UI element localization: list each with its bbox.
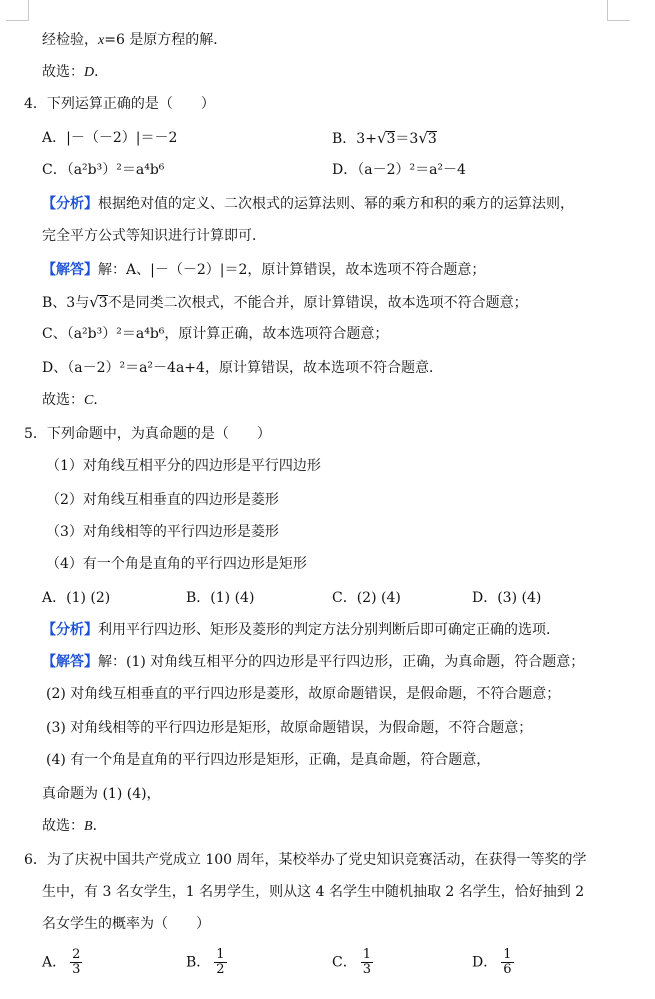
- q5-solution-2: (2) 对角线互相垂直的平行四边形是菱形，故原命题错误，是假命题，不符合题意；: [46, 686, 561, 702]
- page-corner-mark-left: [6, 0, 29, 21]
- q6-option-d: D． $\frac{1}{6}$: [472, 947, 512, 977]
- q5-solution: 【解答】解：(1) 对角线互相平分的四边形是平行四边形，正确，为真命题，符合题意；: [42, 654, 585, 670]
- q4-option-c: C．（a²b³）²＝a⁴b⁶: [42, 162, 165, 178]
- q6-option-b: B． $\frac{1}{2}$: [186, 947, 225, 977]
- answer-line-q3: 故选：D．: [42, 64, 109, 80]
- answer-line-q4: 故选：C．: [42, 392, 108, 408]
- answer-line-q5: 故选：B．: [42, 818, 107, 834]
- q4-analysis-cont: 完全平方公式等知识进行计算即可．: [42, 228, 266, 244]
- q5-solution-3: (3) 对角线相等的平行四边形是矩形，故原命题错误，为假命题，不符合题意；: [46, 720, 533, 736]
- q6-option-c: C． $\frac{1}{3}$: [332, 947, 371, 977]
- q4-option-a: A．|－（－2）|＝－2: [42, 130, 178, 146]
- q6-option-a: A． $\frac{2}{3}$: [42, 947, 81, 977]
- q4-analysis: 【分析】根据绝对值的定义、二次根式的运算法则、幂的乘方和积的乘方的运算法则，: [42, 196, 574, 212]
- q5-option-a: A．(1) (2): [42, 590, 111, 606]
- question-6-stem-3: 名女学生的概率为（ ）: [42, 916, 210, 932]
- q5-statement-4: （4）有一个角是直角的平行四边形是矩形: [46, 556, 307, 572]
- question-6-stem-2: 生中，有 3 名女学生，1 名男学生，则从这 4 名学生中随机抽取 2 名学生，恰好抽到 2: [42, 884, 585, 900]
- q5-statement-3: （3）对角线相等的平行四边形是菱形: [46, 524, 279, 540]
- q5-statement-1: （1）对角线互相平分的四边形是平行四边形: [46, 458, 321, 474]
- q4-solution-c: C、（a²b³）²＝a⁴b⁶，原计算正确，故本选项符合题意；: [42, 326, 389, 342]
- q5-option-b: B．(1) (4): [186, 590, 255, 606]
- q4-option-b: B．3+√3＝3√3: [332, 129, 437, 147]
- question-5-stem: 5．下列命题中，为真命题的是（ ）: [24, 426, 271, 442]
- verification-line: 经检验，x=6 是原方程的解．: [42, 32, 228, 48]
- q4-solution-b: B、3与√3不是同类二次根式，不能合并，原计算错误，故本选项不符合题意；: [42, 293, 528, 311]
- question-4-stem: 4．下列运算正确的是（ ）: [24, 96, 215, 112]
- q4-solution-d: D、（a－2）²＝a²－4a+4，原计算错误，故本选项不符合题意．: [42, 360, 443, 376]
- question-6-stem: 6．为了庆祝中国共产党成立 100 周年，某校举办了党史知识竞赛活动，在获得一等奖的学: [24, 852, 587, 868]
- q5-true-propositions: 真命题为 (1) (4)，: [42, 786, 161, 802]
- page-corner-mark-right: [607, 0, 630, 21]
- q4-option-d: D．（a－2）²＝a²－4: [332, 162, 466, 178]
- q5-option-d: D．(3) (4): [472, 590, 542, 606]
- q4-solution: 【解答】解：A、|－（－2）|＝2，原计算错误，故本选项不符合题意；: [42, 262, 486, 278]
- q5-statement-2: （2）对角线互相垂直的四边形是菱形: [46, 492, 279, 508]
- q5-solution-4: (4) 有一个角是直角的平行四边形是矩形，正确，是真命题，符合题意，: [46, 752, 491, 768]
- q5-option-c: C．(2) (4): [332, 590, 401, 606]
- q5-analysis: 【分析】利用平行四边形、矩形及菱形的判定方法分别判断后即可确定正确的选项．: [42, 622, 560, 638]
